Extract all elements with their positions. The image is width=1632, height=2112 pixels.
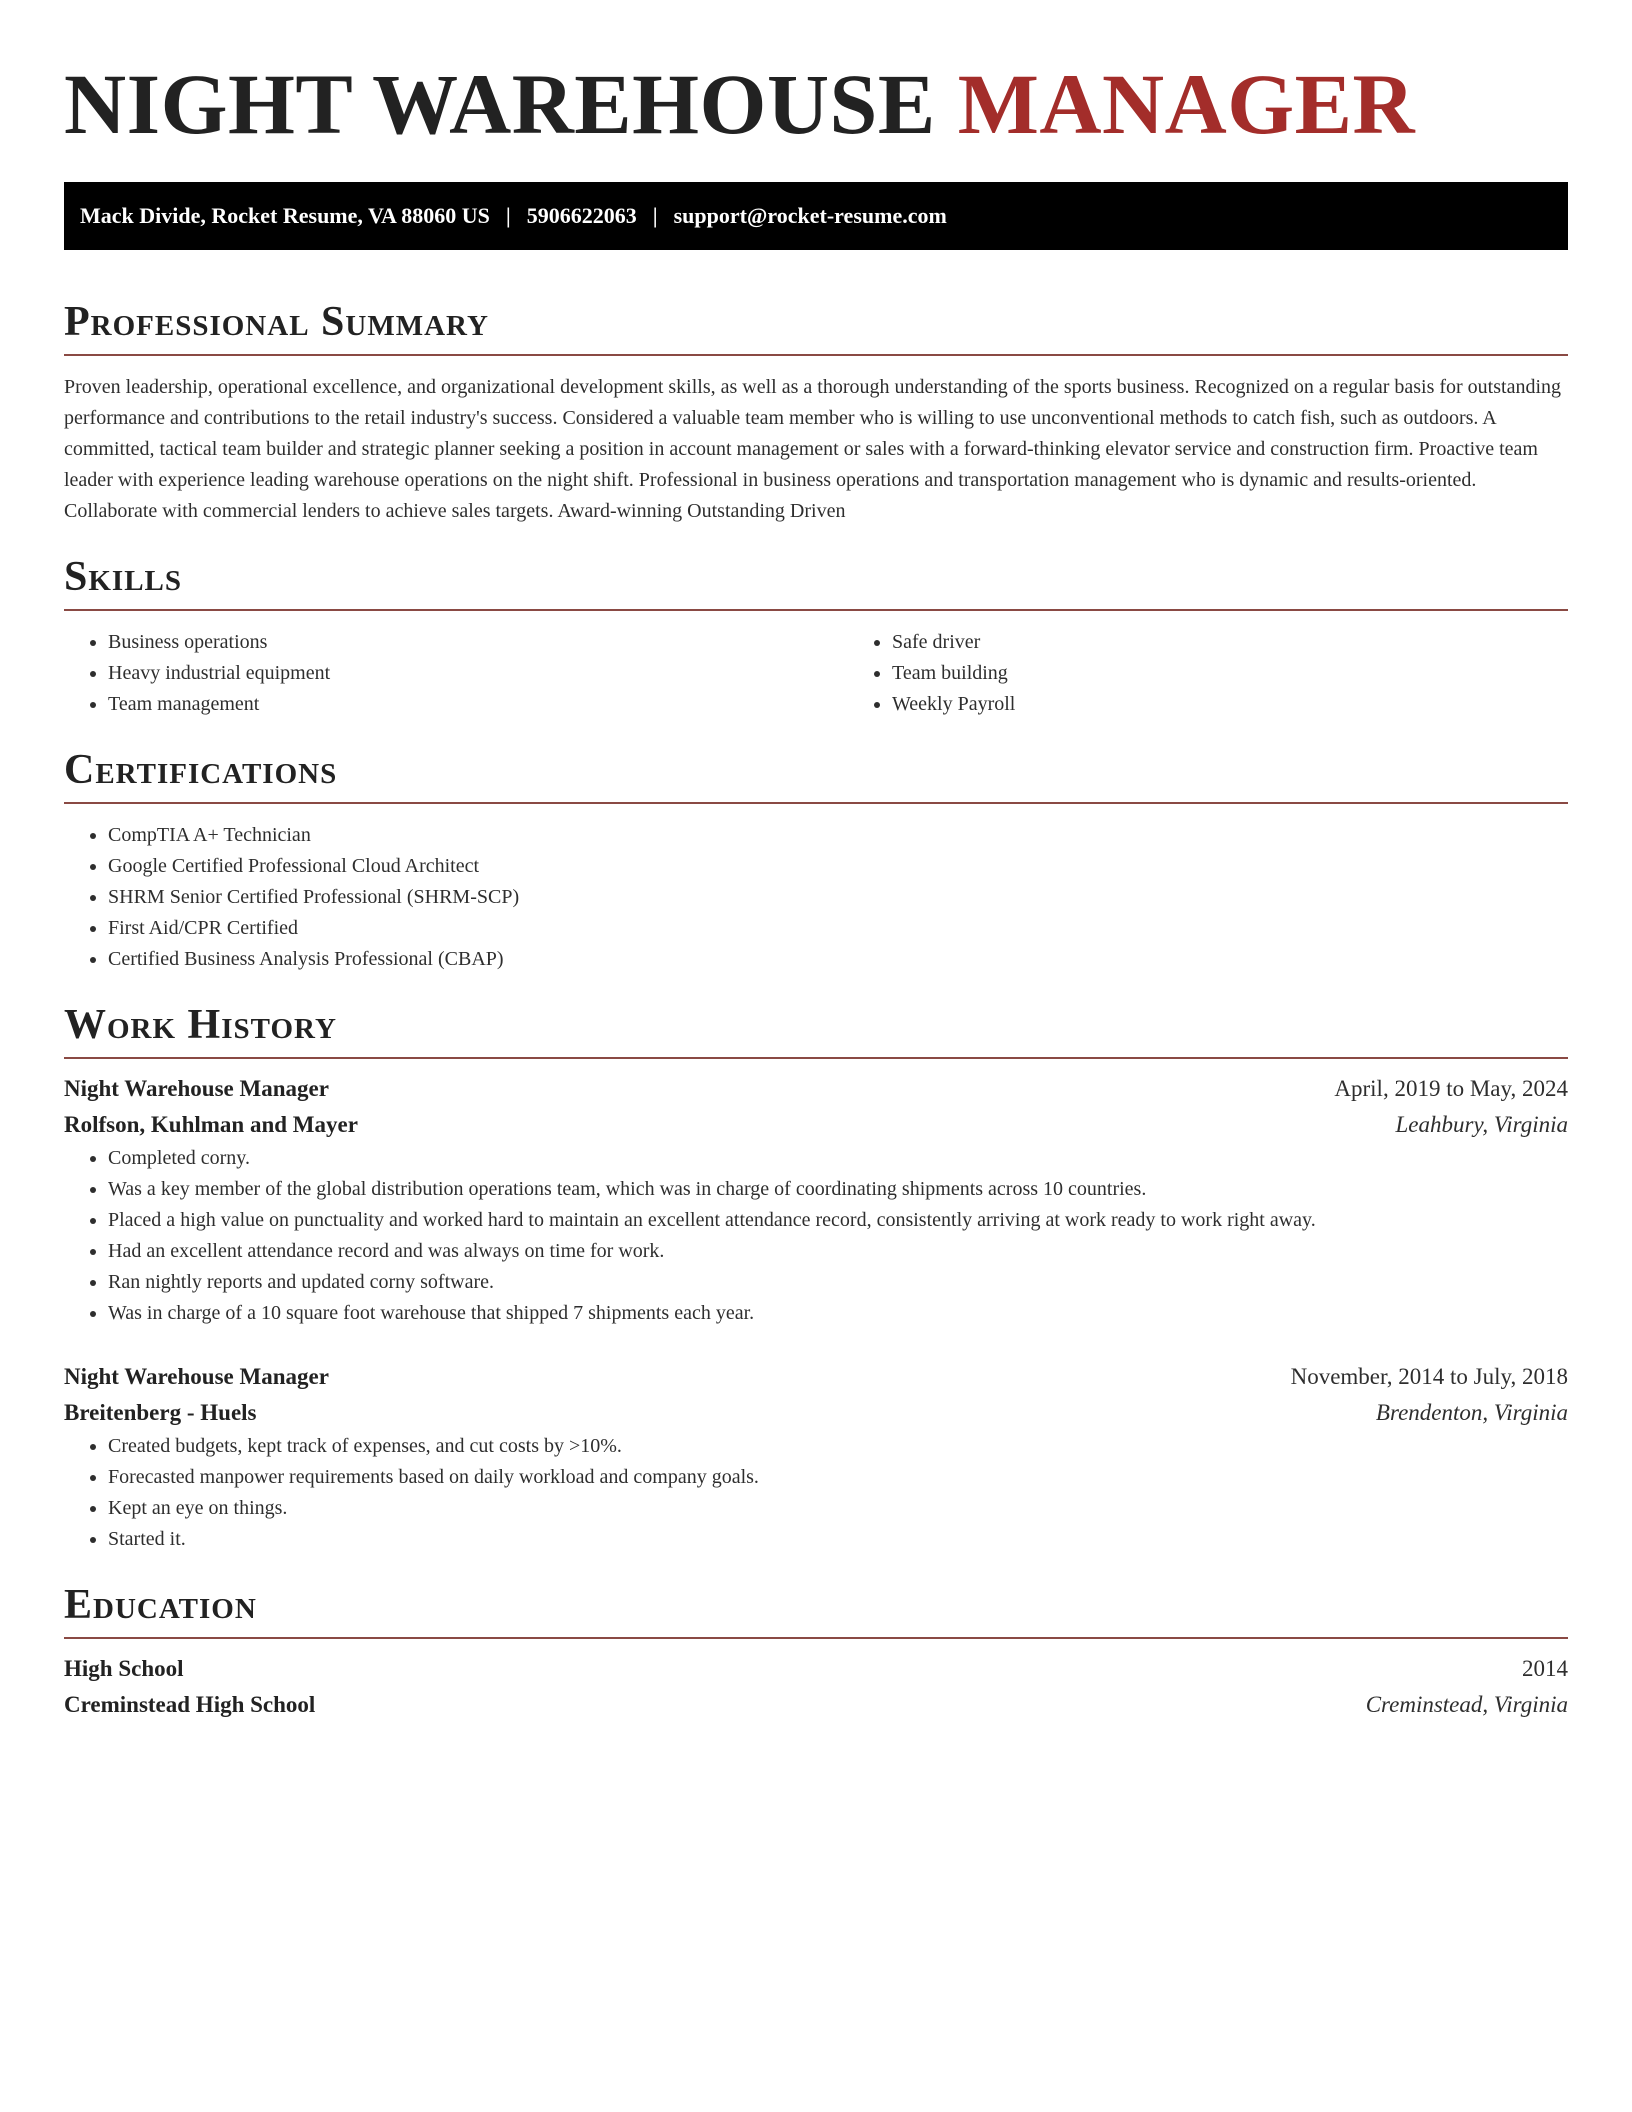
job-header — [64, 1071, 1568, 1107]
job-location: Brendenton, Virginia — [1375, 1400, 1568, 1425]
education-location: Creminstead, Virginia — [1365, 1692, 1568, 1717]
job-subheader — [64, 1395, 1568, 1431]
job-bullet: • Created budgets, kept track of expenses, and cut costs by >10%. — [108, 1431, 1568, 1462]
job-entry — [64, 1359, 1568, 1555]
work-history-heading: Work History — [64, 1002, 337, 1048]
education-subheader — [64, 1687, 1568, 1723]
job-dates: November, 2014 to July, 2018 — [1290, 1364, 1568, 1389]
job-company: Rolfson, Kuhlman and Mayer — [64, 1112, 358, 1137]
certifications-list — [64, 820, 1568, 975]
title-main: NIGHT WAREHOUSE — [64, 56, 936, 152]
resume-page — [64, 50, 1568, 1723]
title-accent: MANAGER — [957, 56, 1416, 152]
job-bullet: • Was in charge of a 10 square foot warehouse that shipped 7 shipments each year. — [108, 1298, 1568, 1329]
job-bullet: • Was a key member of the global distribution operations team, which was in charge of coordinating shipments across 10 countries. — [108, 1174, 1568, 1205]
job-bullet: • Started it. — [108, 1524, 1568, 1555]
section-divider — [64, 1057, 1568, 1059]
certification-item: • SHRM Senior Certified Professional (SHRM-SCP) — [108, 882, 1568, 913]
certification-item: • Google Certified Professional Cloud Architect — [108, 851, 1568, 882]
education-degree: High School — [64, 1656, 184, 1681]
job-dates: April, 2019 to May, 2024 — [1334, 1076, 1568, 1101]
certifications-section — [64, 742, 1568, 975]
contact-phone: 5906622063 — [526, 203, 637, 228]
skill-item: • Business operations — [108, 627, 848, 658]
job-bullet: • Placed a high value on punctuality and worked hard to maintain an excellent attendance record, consistently arriving at work ready to work right away. — [108, 1205, 1568, 1236]
summary-section — [64, 294, 1568, 527]
certifications-heading: Certifications — [64, 747, 338, 793]
job-company: Breitenberg - Huels — [64, 1400, 257, 1425]
job-bullet: • Completed corny. — [108, 1143, 1568, 1174]
skills-list-right — [848, 627, 1568, 720]
contact-address: Mack Divide, Rocket Resume, VA 88060 US — [80, 203, 490, 228]
job-bullet: • Had an excellent attendance record and was always on time for work. — [108, 1236, 1568, 1267]
education-school: Creminstead High School — [64, 1692, 316, 1717]
education-section — [64, 1577, 1568, 1723]
skills-list-left — [64, 627, 848, 720]
job-bullet: • Forecasted manpower requirements based on daily workload and company goals. — [108, 1462, 1568, 1493]
resume-title — [64, 50, 1568, 158]
job-title: Night Warehouse Manager — [64, 1076, 329, 1101]
skills-section — [64, 549, 1568, 720]
section-divider — [64, 354, 1568, 356]
summary-text: Proven leadership, operational excellence, and organizational development skills, as well as a thorough understanding of the sports business. Recognized on a regular basis for outstanding performance and contributions to the retail industry's success. Considered a valuable team member who is willing to use unconventional methods to catch fish, such as outdoors. A committed, tactical team builder and strategic planner seeking a position in account management or sales with a forward-thinking elevator service and construction firm. Proactive team leader with experience leading warehouse operations on the night shift. Professional in business operations and transportation management who is dynamic and results-oriented. Collaborate with commercial lenders to achieve sales targets. Award-winning Outstanding Driven — [64, 376, 1562, 522]
job-header — [64, 1359, 1568, 1395]
skill-item: • Team building — [892, 658, 1568, 689]
section-divider — [64, 609, 1568, 611]
contact-separator: | — [652, 203, 658, 228]
job-location: Leahbury, Virginia — [1395, 1112, 1568, 1137]
skills-heading: Skills — [64, 554, 183, 600]
skill-item: • Weekly Payroll — [892, 689, 1568, 720]
job-subheader — [64, 1107, 1568, 1143]
skill-item: • Heavy industrial equipment — [108, 658, 848, 689]
job-title: Night Warehouse Manager — [64, 1364, 329, 1389]
education-header — [64, 1651, 1568, 1687]
job-bullet: • Ran nightly reports and updated corny software. — [108, 1267, 1568, 1298]
certification-item: • CompTIA A+ Technician — [108, 820, 1568, 851]
contact-email: support@rocket-resume.com — [673, 203, 947, 228]
summary-heading: Professional Summary — [64, 299, 489, 345]
job-bullet: • Kept an eye on things. — [108, 1493, 1568, 1524]
job-bullets — [64, 1143, 1568, 1329]
skill-item: • Team management — [108, 689, 848, 720]
education-year: 2014 — [1522, 1656, 1568, 1681]
job-bullets — [64, 1431, 1568, 1555]
contact-bar — [64, 182, 1568, 250]
skill-item: • Safe driver — [892, 627, 1568, 658]
certification-item: • First Aid/CPR Certified — [108, 913, 1568, 944]
work-history-section — [64, 997, 1568, 1555]
job-entry — [64, 1071, 1568, 1329]
education-heading: Education — [64, 1582, 257, 1628]
contact-separator: | — [505, 203, 511, 228]
section-divider — [64, 1637, 1568, 1639]
certification-item: • Certified Business Analysis Professional (CBAP) — [108, 944, 1568, 975]
skills-grid — [64, 627, 1568, 720]
section-divider — [64, 802, 1568, 804]
